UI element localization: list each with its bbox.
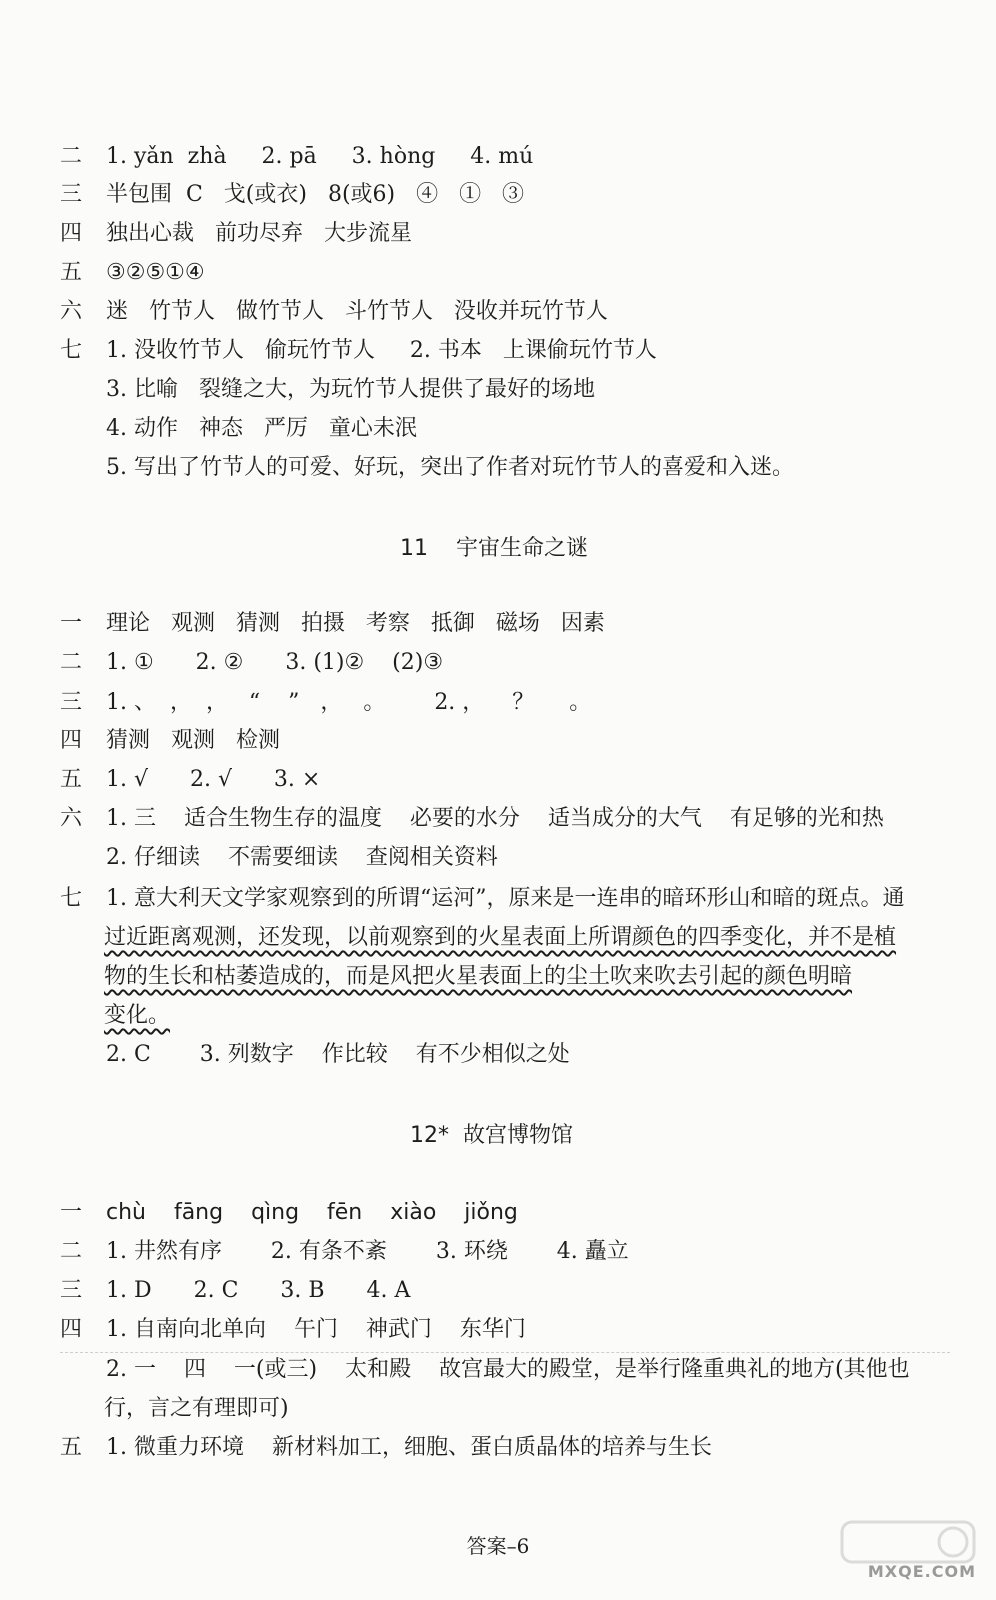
- row-text: 1. 井然有序 2. 有条不紊 3. 环绕 4. 矗立: [106, 1239, 629, 1264]
- row-text: 1. 微重力环境 新材料加工，细胞、蛋白质晶体的培养与生长: [106, 1435, 712, 1460]
- row-label: 五: [60, 1435, 83, 1460]
- row-text: 1. 意大利天文学家观察到的所谓“运河”，原来是一连串的暗环形山和暗的斑点。通: [106, 886, 905, 911]
- row-text: 5. 写出了竹节人的可爱、好玩，突出了作者对玩竹节人的喜爱和入迷。: [106, 455, 794, 480]
- row-text: 1. D 2. C 3. B 4. A: [106, 1278, 411, 1303]
- section-12-title: 12* 故宫博物馆: [410, 1123, 573, 1148]
- row-label: 五: [60, 767, 83, 792]
- row-label: 三: [60, 182, 83, 207]
- row-label: 七: [60, 338, 83, 363]
- row-label: 四: [60, 221, 83, 246]
- row-label: 六: [60, 806, 83, 831]
- row-text: 2. 一 四 一(或三) 太和殿 故宫最大的殿堂，是举行隆重典礼的地方(其他也: [106, 1357, 910, 1382]
- row-label: 二: [60, 650, 83, 675]
- page-number: 答案–6: [466, 1534, 530, 1558]
- section-11-title: 11 宇宙生命之谜: [400, 536, 588, 561]
- row-label: 一: [60, 611, 83, 636]
- row-label: 三: [60, 1278, 83, 1303]
- row-text: 2. 仔细读 不需要细读 查阅相关资料: [106, 845, 498, 870]
- page-fold-divider: [60, 1352, 950, 1353]
- row-text: 独出心裁 前功尽弃 大步流星: [106, 221, 412, 246]
- row-text: 1. yǎn zhà 2. pā 3. hòng 4. mú: [106, 144, 534, 169]
- row-text: 猜测 观测 检测: [106, 728, 280, 753]
- row-text: 3. 比喻 裂缝之大，为玩竹节人提供了最好的场地: [106, 377, 595, 402]
- row-text: chù fāng qìng fēn xiào jiǒng: [106, 1200, 518, 1225]
- row-text: 2. C 3. 列数字 作比较 有不少相似之处: [106, 1042, 570, 1067]
- row-label: 五: [60, 260, 83, 285]
- row-text: 1. ① 2. ② 3. (1)② (2)③: [106, 650, 444, 675]
- row-label: 二: [60, 1239, 83, 1264]
- row-label: 三: [60, 690, 83, 715]
- row-text: 理论 观测 猜测 拍摄 考察 抵御 磁场 因素: [106, 611, 605, 636]
- row-text: 半包围 C 戈(或衣) 8(或6) ④ ① ③: [106, 182, 525, 207]
- row-text: 1. 三 适合生物生存的温度 必要的水分 适当成分的大气 有足够的光和热: [106, 806, 884, 831]
- row-text: 物的生长和枯萎造成的，而是风把火星表面上的尘土吹来吹去引起的颜色明暗: [104, 964, 853, 989]
- row-label: 一: [60, 1200, 83, 1225]
- row-label: 六: [60, 299, 83, 324]
- row-text: ③②⑤①④: [106, 260, 205, 285]
- watermark-text: MXQE.COM: [867, 1562, 976, 1581]
- row-text: 过近距离观测，还发现，以前观察到的火星表面上所谓颜色的四季变化，并不是植: [104, 925, 897, 950]
- row-text: 1. 没收竹节人 偷玩竹节人 2. 书本 上课偷玩竹节人: [106, 338, 657, 363]
- row-text: 1. √ 2. √ 3. ×: [106, 767, 321, 792]
- row-text: 迷 竹节人 做竹节人 斗竹节人 没收并玩竹节人: [106, 299, 608, 324]
- row-label: 四: [60, 728, 83, 753]
- row-text: 变化。: [104, 1003, 171, 1028]
- row-label: 四: [60, 1317, 83, 1342]
- row-label: 二: [60, 144, 83, 169]
- row-label: 七: [60, 886, 83, 911]
- row-text: 1. 、 ， ， “ ” ， 。 2. ， ？ 。: [106, 690, 592, 715]
- row-text: 4. 动作 神态 严厉 童心未泯: [106, 416, 417, 441]
- row-text: 1. 自南向北单向 午门 神武门 东华门: [106, 1317, 526, 1342]
- row-text: 行，言之有理即可): [104, 1396, 289, 1421]
